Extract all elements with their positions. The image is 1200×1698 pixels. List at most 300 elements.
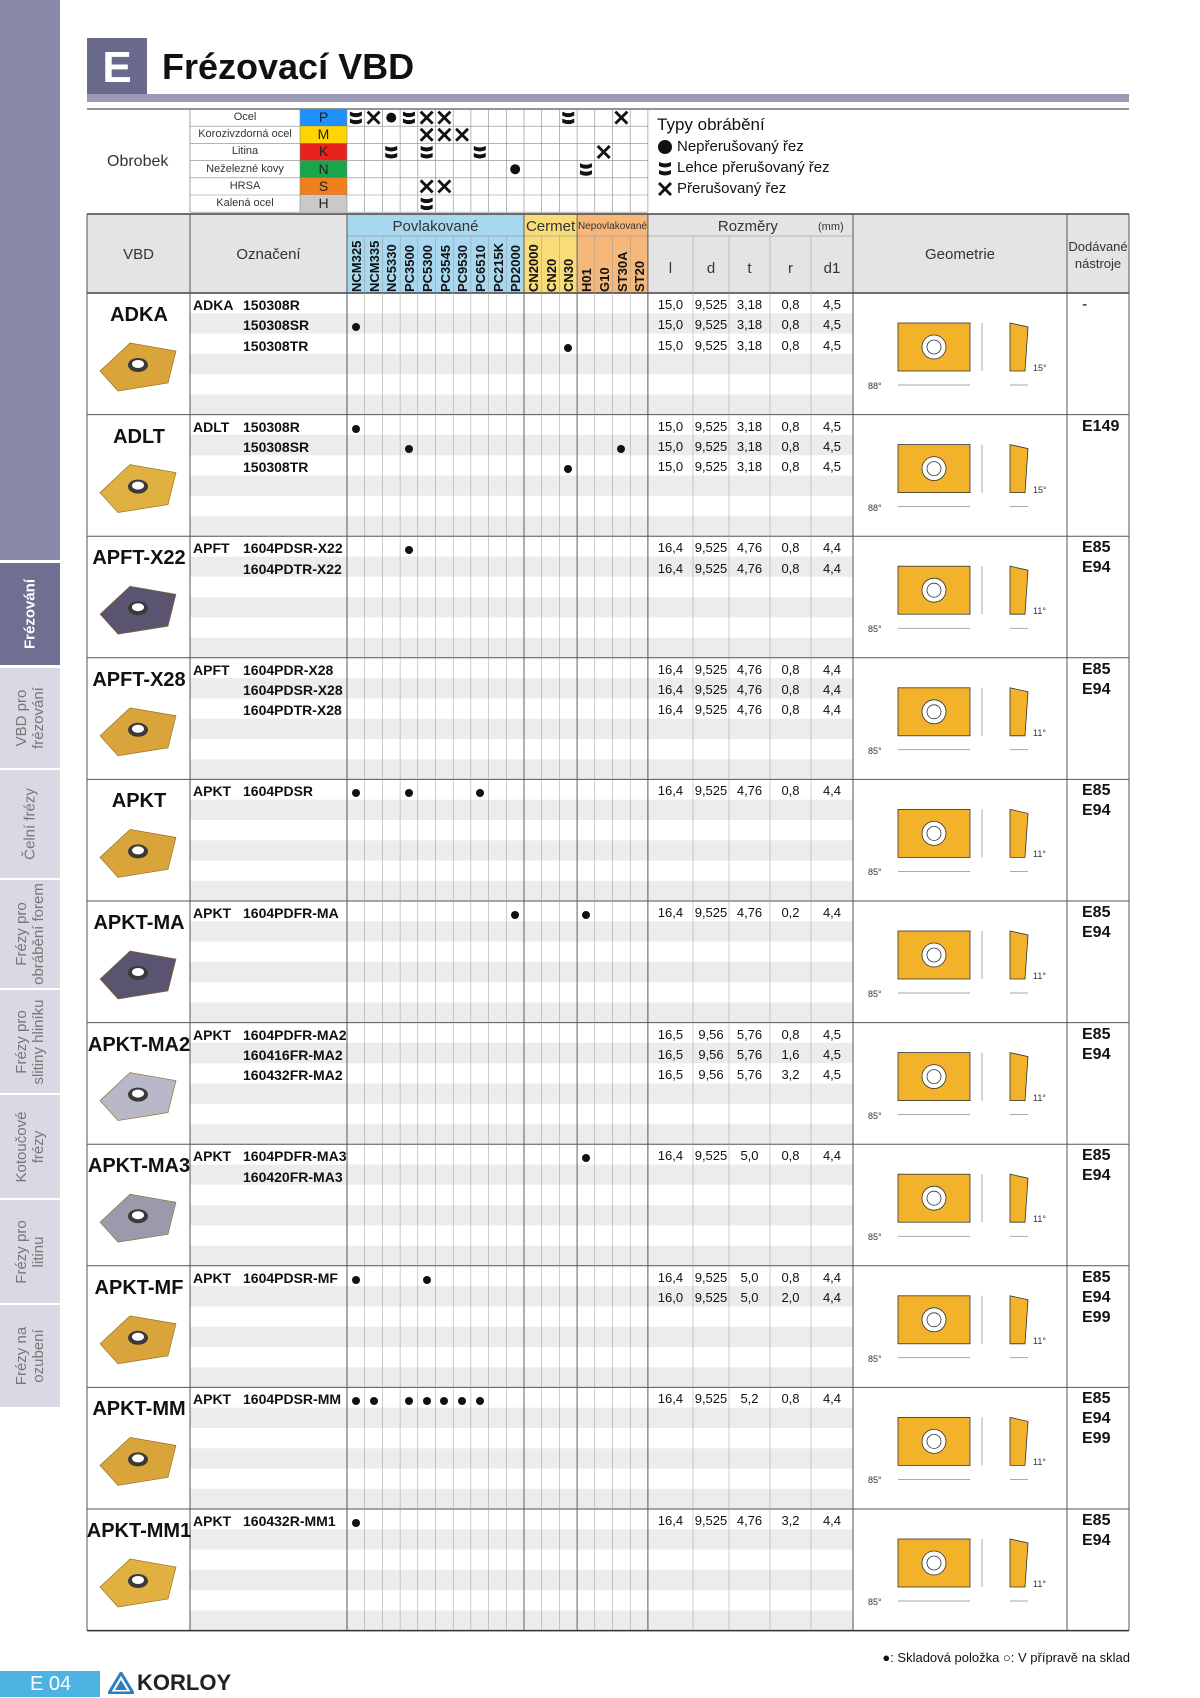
dimension-value: 5,2 [740,1391,759,1407]
dimension-value: 4,5 [822,297,842,312]
light-interrupted-mark [580,163,592,176]
material-code: P [318,109,329,125]
sidebar-tab-2[interactable]: VBD pro frézování [0,668,60,771]
dimension-value: 9,525 [694,560,728,576]
geometry-drawing [898,1174,1028,1236]
angle-label: 85° [868,989,882,999]
sidebar-tab-6[interactable]: Kotoučové frézy [0,1095,60,1201]
designation-code: 150308R [243,418,300,435]
light-interrupted-mark [385,146,397,159]
tool-reference: E94 [1082,1167,1111,1185]
designation-code: 1604PDSR-MM [243,1391,342,1408]
tool-reference: E94 [1082,924,1111,941]
tool-reference: E94 [1082,559,1111,577]
col-coated: Povlakované [392,218,479,235]
dimension-value: 4,76 [736,1513,763,1528]
designation-code: 150308R [243,297,300,313]
tool-reference: E85 [1082,1025,1111,1043]
insert-photo [100,1559,176,1607]
light-interrupted-mark [403,112,415,125]
dimension-value: 9,525 [694,1513,728,1528]
angle-label: 85° [868,1110,882,1121]
side-angle-label: 11° [1033,1092,1046,1103]
tool-reference: E99 [1082,1430,1111,1448]
geometry-drawing [898,1417,1028,1479]
designation-prefix: APKT [193,783,232,800]
geometry-drawing [898,1053,1028,1115]
dimension-value: 5,76 [736,1067,763,1083]
geometry-drawing [898,1539,1028,1601]
dimension-value: 9,525 [694,1391,728,1407]
col-designation: Označení [236,246,301,263]
col-geometry: Geometrie [924,246,996,263]
designation-code: 160432FR-MA2 [243,1067,343,1084]
designation-code: 1604PDR-X28 [243,661,334,678]
product-name: APFT-X22 [92,547,186,570]
dimension-value: 0,8 [781,560,800,576]
stock-dot [405,445,413,453]
dimension-value: 15,0 [657,317,684,333]
side-angle-label: 11° [1033,606,1046,617]
angle-label: 85° [868,624,882,635]
grade-label: PD2000 [508,245,524,292]
tool-reference: E85 [1082,782,1111,800]
page-title: Frézovací VBD [162,46,415,87]
dimension-value: 0,8 [781,418,800,434]
interrupted-mark [420,179,434,193]
tool-reference: E85 [1082,660,1111,678]
designation-prefix: APKT [193,1391,232,1408]
designation-code: 150308SR [243,317,310,334]
brand-logo: KORLOY [108,1670,231,1696]
side-angle-label: 11° [1033,1214,1046,1225]
grade-label: CN30 [561,258,577,292]
dimension-value: 15,0 [657,459,684,475]
dimension-value: 16,5 [657,1046,684,1062]
light-interrupted-mark [562,112,574,125]
designation-code: 1604PDSR-MF [243,1269,338,1286]
interrupted-mark [437,179,451,193]
tool-reference: E85 [1082,1268,1111,1286]
tool-reference: E99 [1082,1308,1111,1326]
dimension-value: 0,8 [781,297,800,312]
designation-code: 160416FR-MA2 [243,1046,343,1063]
section-letter: E [87,38,147,98]
dimension-value: 4,5 [822,1046,842,1062]
dimension-value: 0,8 [781,459,800,475]
designation-prefix: APKT [193,1513,232,1529]
dimension-value: 0,8 [781,317,800,333]
dimension-value: 4,76 [736,783,763,799]
grade-label: NCM325 [349,240,364,292]
dimension-value: 16,4 [657,1391,684,1407]
sidebar-tab-8[interactable]: Frézy na ozubení [0,1305,60,1410]
tool-reference: E94 [1082,1045,1111,1063]
dimension-value: 5,0 [740,1148,759,1164]
dimension-value: 0,8 [781,540,800,556]
interrupted-mark [455,128,469,142]
tool-reference: E94 [1082,1532,1111,1549]
sidebar-tab-3[interactable]: Čelní frézy [0,770,60,881]
legend-continuous: Nepřerušovaný řez [657,136,830,157]
dimension-value: 5,0 [740,1269,759,1285]
designation-prefix: APKT [193,1026,232,1043]
dimension-value: 9,525 [694,337,728,353]
stock-dot [423,1276,431,1284]
stock-dot [582,911,590,919]
dimension-value: 3,18 [736,317,763,333]
designation-prefix: APFT [193,540,230,557]
dimension-value: 0,8 [781,1148,800,1164]
product-name: APKT-MA3 [87,1155,191,1178]
designation-code: 150308TR [243,337,309,354]
interrupted-mark [420,128,434,142]
col-vbd: VBD [123,246,154,263]
dimension-value: 4,5 [822,418,842,434]
insert-photo [100,465,176,513]
grade-label: PC3500 [402,245,418,292]
dimension-value: 0,8 [781,702,800,718]
tool-reference: E94 [1082,802,1111,820]
tool-reference: E94 [1082,1410,1111,1428]
stock-dot [564,344,572,352]
grade-label: PC6510 [472,245,488,292]
material-name: Ocel [233,111,257,123]
insert-photo [100,1194,176,1242]
material-name: HRSA [229,179,261,192]
insert-photo [100,1437,176,1485]
designation-prefix: ADLT [193,418,230,435]
angle-label: 88° [868,502,882,513]
tool-reference: E85 [1082,904,1111,921]
dimension-value: 4,4 [822,1513,842,1528]
dimension-value: 5,76 [736,1046,763,1062]
interrupted-mark [437,111,451,125]
dimension-value: 9,525 [694,418,728,434]
dimension-value: 16,5 [657,1067,684,1083]
geometry-drawing [898,445,1028,507]
col-unit: (mm) [818,221,844,233]
light-interrupted-mark [421,146,433,159]
stock-dot [370,1397,378,1405]
dimension-value: 9,56 [698,1046,724,1062]
side-angle-label: 15° [1033,484,1047,495]
sidebar-tab-4[interactable]: Frézy pro obrábění forem [0,880,60,991]
product-name: APKT-MA [93,912,185,934]
designation-code: 1604PDFR-MA [243,905,339,921]
angle-label: 85° [868,1232,882,1243]
material-code: H [318,195,329,211]
dimension-value: 4,4 [822,1148,842,1164]
insert-photo [100,951,176,999]
page-number: E 04 [0,1671,100,1697]
grade-label: H01 [579,268,595,292]
dimension-value: 4,4 [822,1290,842,1306]
dimension-value: 0,8 [781,783,800,799]
designation-code: 1604PDFR-MA3 [243,1148,347,1165]
interrupted-mark [420,111,434,125]
designation-code: 1604PDSR [243,783,314,800]
dimension-value: 0,8 [781,438,800,454]
dimension-value: 2,0 [781,1290,800,1306]
light-interrupted-mark [421,198,433,211]
tool-reference: E85 [1082,1147,1111,1165]
col-uncoated: Nepovlakované [578,221,647,232]
product-name: APKT [111,790,167,813]
light-interrupted-mark [350,112,362,125]
designation-code: 1604PDSR-X28 [243,682,343,699]
dimension-value: 4,76 [736,905,763,920]
dimension-value: 4,4 [822,1391,842,1407]
designation-code: 1604PDFR-MA2 [243,1026,347,1043]
dimension-value: 9,525 [694,297,728,312]
product-name: ADKA [110,304,168,326]
dimension-value: 5,76 [736,1026,763,1042]
dimension-value: 16,4 [657,1513,684,1528]
material-code: M [317,126,330,143]
dimension-value: 5,0 [740,1290,759,1306]
dimension-value: 9,525 [694,905,728,920]
dimension-value: 16,4 [657,682,684,698]
dimension-value: 4,4 [822,905,842,920]
material-name: Neželezné kovy [206,162,284,175]
dimension-value: 9,525 [694,783,728,799]
product-name: APKT-MM [92,1398,186,1421]
side-angle-label: 11° [1033,849,1046,860]
dimension-value: 16,0 [657,1290,684,1306]
side-angle-label: 11° [1033,727,1046,738]
designation-prefix: APKT [193,1148,232,1165]
geometry-drawing [898,809,1028,871]
dimension-value: 4,76 [736,682,763,698]
tool-reference: E85 [1082,539,1111,557]
angle-label: 85° [868,1475,882,1486]
legend-interrupted: Přerušovaný řez [657,178,830,199]
side-angle-label: 11° [1033,1335,1046,1346]
dimension-value: 3,18 [736,337,763,353]
interrupted-mark [437,128,451,142]
dimension-value: 0,8 [781,661,800,677]
sidebar-tab-5[interactable]: Frézy pro slitiny hliníku [0,990,60,1096]
grade-label: PC3545 [437,245,453,292]
dimension-value: 9,525 [694,1269,728,1285]
insert-photo [100,343,176,391]
product-name: APKT-MA2 [87,1033,191,1056]
grade-label: PC215K [490,242,506,292]
dim-label: t [747,260,752,277]
dimension-value: 4,4 [822,661,842,677]
designation-prefix: ADKA [193,297,234,313]
side-angle-label: 11° [1033,1457,1046,1468]
col-tools: Dodávané nástroje [1068,239,1128,271]
designation-code: 1604PDTR-X22 [243,560,342,577]
dimension-value: 4,4 [822,1269,842,1285]
tool-reference: - [1082,296,1088,313]
product-name: APFT-X28 [92,668,186,691]
dimension-value: 3,18 [736,438,763,454]
dimension-value: 16,4 [657,540,684,556]
continuous-mark [386,113,396,123]
stock-dot [352,1276,360,1284]
stock-dot [352,425,360,433]
dimension-value: 3,2 [781,1067,800,1083]
dimension-value: 9,56 [698,1067,724,1083]
dimension-value: 16,4 [657,661,684,677]
dimension-value: 16,4 [657,560,684,576]
side-angle-label: 11° [1033,1579,1046,1589]
dimension-value: 9,525 [694,702,728,718]
product-name: APKT-MF [94,1276,184,1299]
interrupted-mark [597,145,611,159]
dimension-value: 4,4 [822,783,842,799]
material-name: Kalená ocel [216,197,274,209]
geometry-drawing [898,1296,1028,1358]
dimension-value: 4,76 [736,540,763,556]
designation-code: 1604PDTR-X28 [243,702,342,719]
geometry-drawing [898,323,1028,385]
designation-code: 160432R-MM1 [243,1513,336,1529]
korloy-logo-icon [108,1672,134,1694]
dimension-value: 4,5 [822,459,842,475]
dim-label: d1 [823,260,841,277]
insert-photo [100,708,176,756]
col-cermet: Cermet [525,218,576,235]
geometry-drawing [898,931,1028,993]
geometry-drawing [898,566,1028,628]
dimension-value: 4,5 [822,1067,842,1083]
interrupted-mark [614,111,628,125]
grade-label: NCM335 [366,240,382,292]
dimension-value: 9,525 [694,682,728,698]
grade-label: CN20 [543,258,559,292]
insert-photo [100,586,176,634]
dimension-value: 16,4 [657,1148,684,1164]
dimension-value: 4,76 [736,560,763,576]
dim-label: d [706,260,716,277]
tool-reference: E94 [1082,1288,1111,1306]
dimension-value: 9,525 [694,438,728,454]
tool-reference: E85 [1082,1512,1111,1529]
dimension-value: 3,18 [736,297,763,312]
grade-label: ST20 [632,260,648,292]
dimension-value: 0,8 [781,1391,800,1407]
dimension-value: 0,8 [781,682,800,698]
angle-label: 85° [868,1597,882,1607]
sidebar-tab-7[interactable]: Frézy pro litinu [0,1200,60,1306]
angle-label: 85° [868,1353,882,1364]
designation-prefix: APKT [193,1269,232,1286]
insert-photo [100,1073,176,1121]
dimension-value: 4,4 [822,682,842,698]
grade-label: PC5300 [419,245,435,292]
side-angle-label: 15° [1033,363,1047,373]
dimension-value: 9,525 [694,1148,728,1164]
grade-label: ST30A [614,251,630,292]
dimension-value: 9,525 [694,317,728,333]
dim-label: r [788,260,793,277]
dimension-value: 16,4 [657,702,684,718]
geometry-drawing [898,688,1028,750]
dimension-value: 0,8 [781,1026,800,1042]
dimension-value: 16,5 [657,1026,684,1042]
dimension-value: 4,4 [822,702,842,718]
grade-label: G10 [596,267,612,292]
material-code: K [318,143,329,160]
dimension-value: 15,0 [657,297,684,312]
dimension-value: 9,525 [694,1290,728,1306]
dimension-value: 4,5 [822,438,842,454]
material-code: N [318,160,329,177]
legend-light-interrupted: Lehce přerušovaný řez [657,157,830,178]
workpiece-label: Obrobek [107,153,169,170]
dimension-value: 3,18 [736,418,763,434]
insert-photo [100,1316,176,1364]
grade-label: PC9530 [455,245,471,292]
dimension-value: 16,4 [657,1269,684,1285]
designation-code: 150308TR [243,459,309,476]
dimension-value: 1,6 [781,1046,800,1062]
insert-photo [100,829,176,877]
angle-label: 88° [868,381,882,391]
dimension-value: 9,525 [694,661,728,677]
dimension-value: 9,525 [694,459,728,475]
dimension-value: 4,76 [736,661,763,677]
angle-label: 85° [868,867,882,878]
dimension-value: 4,4 [822,540,842,556]
dimension-value: 4,76 [736,702,763,718]
dimension-value: 4,4 [822,560,842,576]
designation-code: 150308SR [243,438,310,455]
side-angle-label: 11° [1033,971,1046,981]
legend-title: Typy obrábění [657,115,765,134]
dimension-value: 15,0 [657,418,684,434]
designation-code: 160420FR-MA3 [243,1168,343,1185]
product-name: ADLT [113,425,165,448]
dim-label: l [668,260,673,277]
designation-prefix: APFT [193,661,230,678]
interrupted-mark [367,111,381,125]
dimension-value: 0,8 [781,337,800,353]
grade-label: NC5330 [384,244,400,292]
designation-prefix: APKT [193,905,232,921]
material-code: S [318,177,329,194]
dimension-value: 15,0 [657,337,684,353]
dimension-value: 4,5 [822,1026,842,1042]
dimension-value: 15,0 [657,438,684,454]
footer-note: ●: Skladová položka ○: V přípravě na sklad [882,1650,1130,1665]
dimension-value: 4,5 [822,337,842,353]
angle-label: 85° [868,745,882,756]
col-dimensions: Rozměry [717,218,778,235]
sidebar-tab-1[interactable]: Frézování [0,563,60,668]
tool-reference: E149 [1082,417,1120,435]
product-name: APKT-MM1 [86,1520,192,1542]
dimension-value: 9,525 [694,540,728,556]
dimension-value: 9,56 [698,1026,724,1042]
material-name: Korozivzdorná ocel [198,128,292,141]
continuous-mark [510,164,520,174]
light-interrupted-mark [474,146,486,159]
dimension-value: 3,18 [736,459,763,475]
dimension-value: 16,4 [657,905,684,920]
grade-label: CN2000 [526,244,541,292]
material-name: Litina [231,145,259,158]
dimension-value: 16,4 [657,783,684,799]
dimension-value: 4,5 [822,317,842,333]
tool-reference: E85 [1082,1390,1111,1408]
dimension-value: 0,8 [781,1269,800,1285]
dimension-value: 0,2 [781,905,800,920]
